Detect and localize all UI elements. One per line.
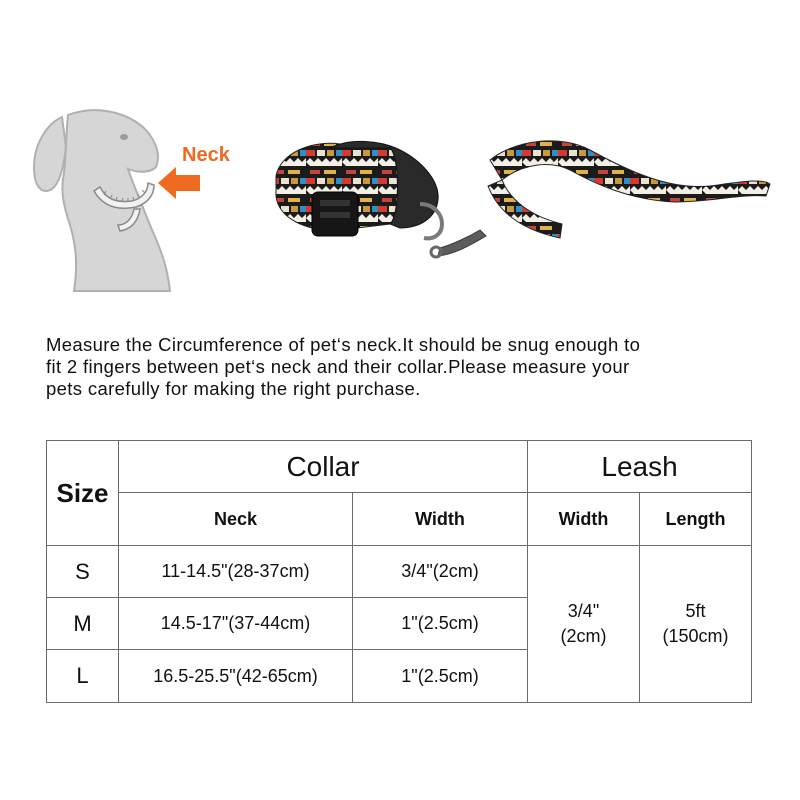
collar-icon bbox=[276, 141, 442, 238]
leash-length-cell bbox=[640, 546, 752, 703]
collar-width-header: Width bbox=[353, 493, 528, 546]
instruction-line-1: Measure the Circumference of pet‘s neck.It should be snug enough to bbox=[46, 334, 641, 355]
collar-neck-header: Neck bbox=[119, 493, 353, 546]
size-chart-table bbox=[46, 440, 752, 703]
instruction-line-2: fit 2 fingers between pet‘s neck and their collar.Please measure your bbox=[46, 356, 630, 377]
measurement-instructions bbox=[46, 334, 776, 400]
collar-width-cell: 1"(2.5cm) bbox=[353, 650, 528, 703]
leash-icon bbox=[431, 141, 770, 257]
neck-label: Neck bbox=[182, 144, 230, 166]
table-row bbox=[47, 546, 752, 598]
neck-measure-illustration bbox=[20, 95, 260, 295]
instruction-line-3: pets carefully for making the right purchase. bbox=[46, 378, 421, 399]
neck-cell: 14.5-17"(37-44cm) bbox=[119, 598, 353, 650]
size-cell: S bbox=[47, 546, 119, 598]
leash-width-value: 3/4" bbox=[567, 601, 600, 621]
leash-width-cell bbox=[528, 546, 640, 703]
neck-arrow-icon bbox=[158, 167, 200, 199]
size-cell: L bbox=[47, 650, 119, 703]
leash-length-metric: (150cm) bbox=[662, 626, 729, 646]
size-header: Size bbox=[47, 441, 119, 546]
leash-width-header: Width bbox=[528, 493, 640, 546]
collar-width-cell: 3/4"(2cm) bbox=[353, 546, 528, 598]
leash-header: Leash bbox=[528, 441, 752, 493]
neck-cell: 16.5-25.5"(42-65cm) bbox=[119, 650, 353, 703]
collar-width-cell: 1"(2.5cm) bbox=[353, 598, 528, 650]
collar-header: Collar bbox=[119, 441, 528, 493]
neck-cell: 11-14.5"(28-37cm) bbox=[119, 546, 353, 598]
size-cell: M bbox=[47, 598, 119, 650]
collar-leash-product-image bbox=[270, 120, 780, 280]
leash-length-value: 5ft bbox=[685, 601, 706, 621]
leash-width-metric: (2cm) bbox=[560, 626, 607, 646]
leash-length-header: Length bbox=[640, 493, 752, 546]
